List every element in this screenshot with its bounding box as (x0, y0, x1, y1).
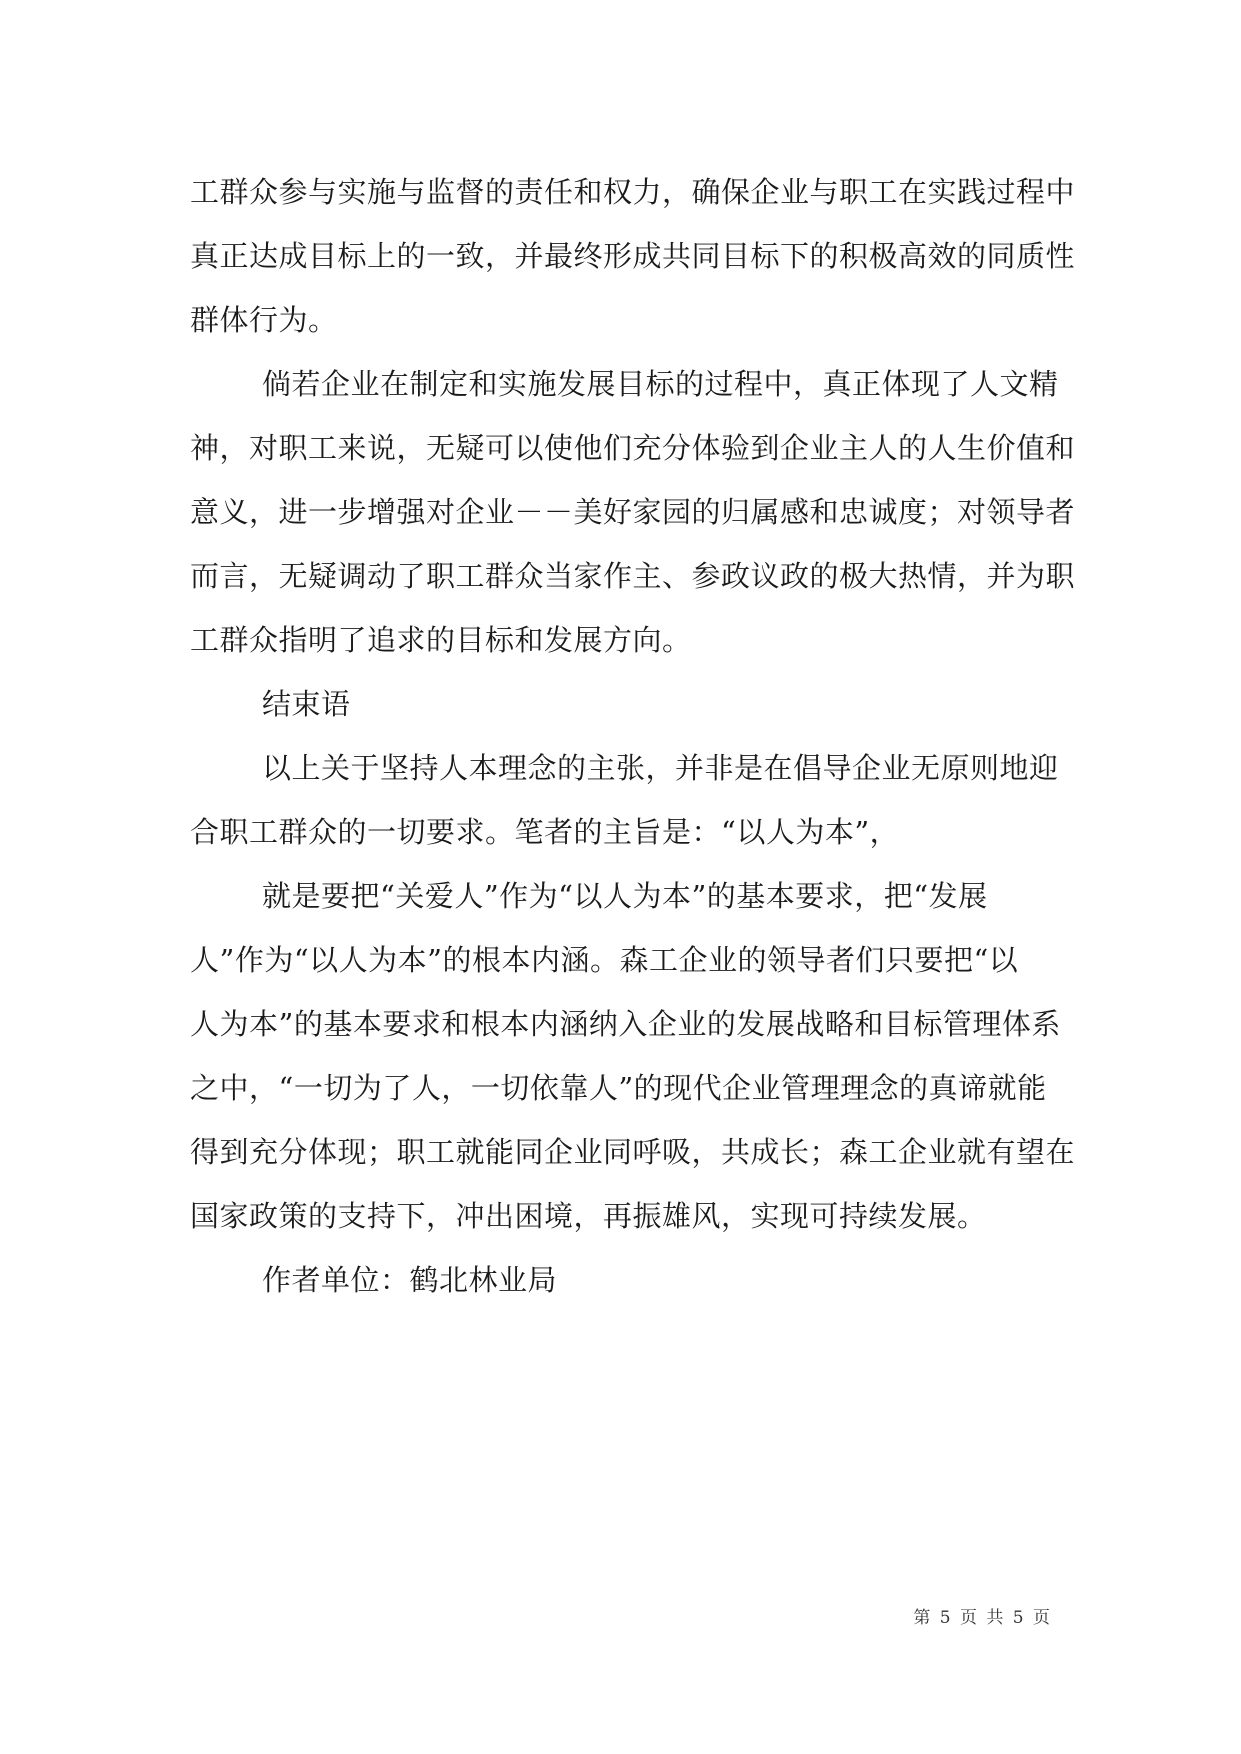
text-line: 人”作为“以人为本”的根本内涵。森工企业的领导者们只要把“以 (190, 943, 1019, 977)
text-line: 而言，无疑调动了职工群众当家作主、参政议政的极大热情，并为职 (190, 559, 1076, 593)
text-line: 以上关于坚持人本理念的主张，并非是在倡导企业无原则地迎 (262, 751, 1059, 785)
text-line: 神，对职工来说，无疑可以使他们充分体验到企业主人的人生价值和 (190, 431, 1076, 465)
section-heading (190, 672, 1058, 736)
paragraph-2 (190, 352, 1076, 672)
document-body (190, 160, 1076, 1312)
text-line: 国家政策的支持下，冲出困境，再振雄风，实现可持续发展。 (190, 1199, 987, 1233)
text-line: 群体行为。 (190, 303, 338, 337)
paragraph-1 (190, 160, 1076, 352)
text-line: 工群众指明了追求的目标和发展方向。 (190, 623, 692, 657)
author-affiliation (190, 1248, 1058, 1312)
paragraph-4 (190, 864, 1076, 1248)
text-line: 人为本”的基本要求和根本内涵纳入企业的发展战略和目标管理体系 (190, 1007, 1061, 1041)
text-line: 得到充分体现；职工就能同企业同呼吸，共成长；森工企业就有望在 (190, 1135, 1076, 1169)
text-line: 意义，进一步增强对企业－－美好家园的归属感和忠诚度；对领导者 (190, 495, 1076, 529)
text-line: 之中，“一切为了人，一切依靠人”的现代企业管理理念的真谛就能 (190, 1071, 1047, 1105)
text-line: 结束语 (262, 687, 351, 721)
text-line: 合职工群众的一切要求。笔者的主旨是：“以人为本”， (190, 815, 900, 849)
paragraph-3 (190, 736, 1058, 864)
text-line: 真正达成目标上的一致，并最终形成共同目标下的积极高效的同质性 (190, 239, 1076, 273)
page-number-footer: 第 5 页 共 5 页 (913, 1608, 1052, 1628)
text-line: 倘若企业在制定和实施发展目标的过程中，真正体现了人文精 (262, 367, 1059, 401)
text-line: 工群众参与实施与监督的责任和权力，确保企业与职工在实践过程中 (190, 175, 1076, 209)
text-line: 作者单位：鹤北林业局 (262, 1263, 558, 1297)
text-line: 就是要把“关爱人”作为“以人为本”的基本要求，把“发展 (262, 879, 988, 913)
